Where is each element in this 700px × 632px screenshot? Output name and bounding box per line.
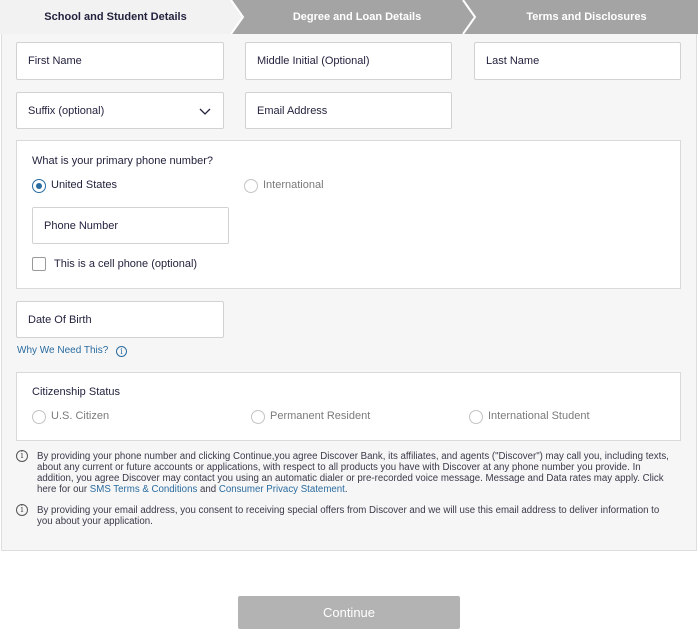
continue-button[interactable]: Continue (238, 596, 460, 629)
suffix-selected-value: Suffix (optional) (28, 104, 105, 117)
suffix-select[interactable] (16, 92, 224, 129)
email-input[interactable] (245, 92, 452, 129)
radio-permanent-resident-label[interactable]: Permanent Resident (270, 410, 371, 422)
email-placeholder: Email Address (257, 104, 328, 117)
sms-terms-link[interactable]: SMS Terms & Conditions (89, 484, 198, 495)
progress-stepper (0, 0, 698, 34)
radio-us-citizen-label[interactable]: U.S. Citizen (51, 410, 110, 422)
first-name-placeholder: First Name (28, 55, 82, 67)
middle-initial-input[interactable] (245, 42, 452, 80)
phone-number-placeholder: Phone Number (44, 219, 118, 232)
date-of-birth-placeholder: Date Of Birth (28, 313, 92, 326)
last-name-placeholder: Last Name (486, 55, 540, 67)
radio-international-student[interactable] (469, 410, 483, 424)
phone-question: What is your primary phone number? (32, 155, 213, 167)
period-text: . (344, 484, 348, 495)
email-disclosure: By providing your email address, you consent to receiving special offers from Discover and we will use this email address to deliver information to you about your application. (37, 505, 660, 527)
radio-international-student-label[interactable]: International Student (488, 410, 590, 422)
phone-disclosure-text: By providing your phone number and clicking Continue,you agree Discover Bank, its affiliates, and agents ("Discover") may call you, including texts, about any current or future accounts or applications, with respect to all products you have with Discover at any phone number you provide. In addition, you agree Discover may contact you using an automatic dialer or pre-recorded voice message. Message and Data rates may apply. Click here for our (37, 451, 669, 495)
disclosure-info-icon: i (16, 504, 28, 516)
radio-permanent-resident[interactable] (251, 410, 265, 424)
and-text: and (200, 484, 217, 495)
disclosure-info-icon: i (16, 450, 28, 462)
first-name-input[interactable] (16, 42, 224, 80)
date-of-birth-input[interactable] (16, 301, 224, 338)
info-icon[interactable]: i (116, 346, 127, 357)
step-degree-loan-details[interactable]: Degree and Loan Details (292, 11, 422, 23)
phone-disclosure (37, 451, 679, 495)
radio-united-states[interactable] (32, 179, 46, 193)
citizenship-title: Citizenship Status (32, 386, 121, 398)
cell-phone-label[interactable]: This is a cell phone (optional) (54, 258, 198, 270)
chevron-down-icon (199, 105, 211, 117)
radio-us-citizen[interactable] (32, 410, 46, 424)
citizenship-card (16, 372, 681, 441)
privacy-statement-link[interactable]: Consumer Privacy Statement (218, 484, 345, 495)
cell-phone-checkbox[interactable] (32, 257, 46, 271)
middle-initial-placeholder: Middle Initial (Optional) (257, 55, 370, 67)
phone-number-input[interactable] (32, 207, 229, 244)
last-name-input[interactable] (474, 42, 681, 80)
radio-international[interactable] (244, 179, 258, 193)
why-we-need-this-link[interactable]: Why We Need This? (17, 345, 109, 356)
radio-international-label[interactable]: International (263, 179, 324, 191)
radio-united-states-label[interactable]: United States (51, 179, 118, 191)
step-terms-disclosures[interactable]: Terms and Disclosures (526, 11, 647, 23)
step-school-student-details[interactable]: School and Student Details (44, 11, 187, 23)
